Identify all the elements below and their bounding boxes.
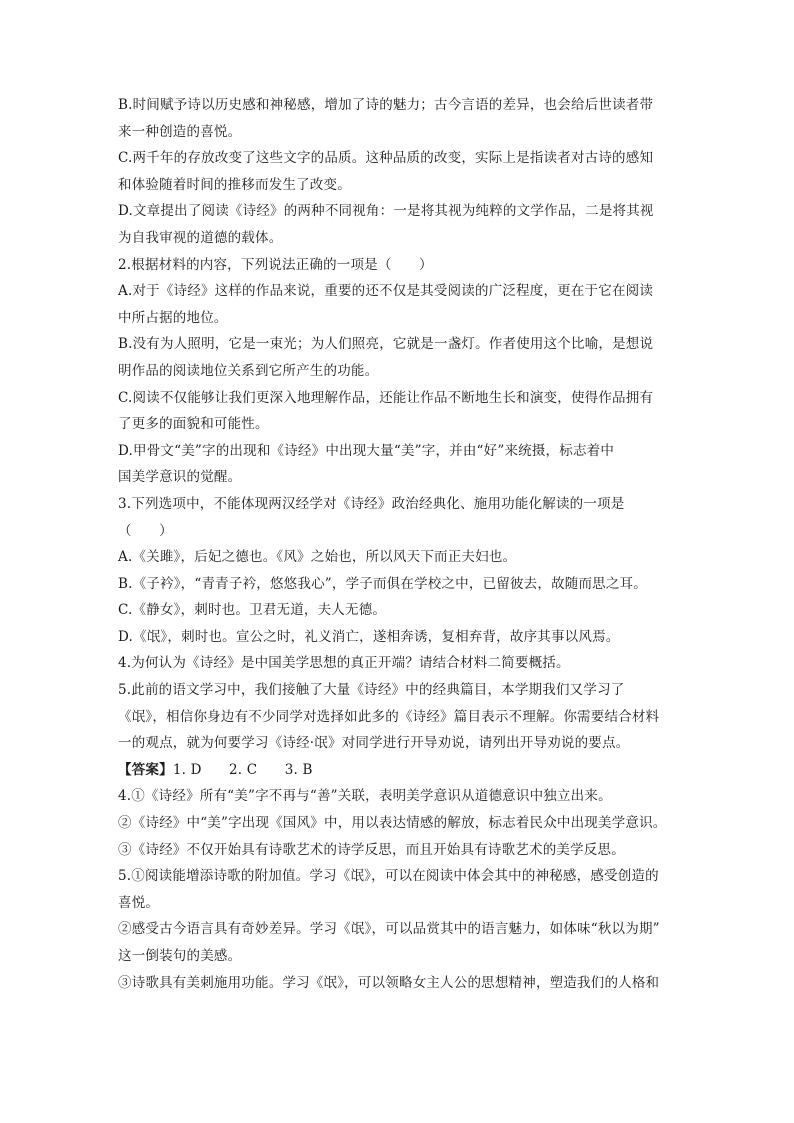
question-3: 3.下列选项中，不能体现两汉经学对《诗经》政治经典化、施用功能化解读的一项是 bbox=[118, 495, 625, 512]
answer-text-line: ②《诗经》中“美”字出现《国风》中，用以表达情感的解放，标志着民众中出现美学意识。 bbox=[118, 815, 667, 832]
answer-text-line: 这一倒装句的美感。 bbox=[118, 948, 242, 964]
text-line: 明作品的阅读地位关系到它所产生的功能。 bbox=[118, 362, 379, 379]
text-line: B.《子衿》，“青青子衿，悠悠我心”，学子而俱在学校之中，已留彼去，故随而思之耳。 bbox=[118, 575, 647, 592]
text-line: A.《关雎》，后妃之德也。《风》之始也，所以风天下而正夫妇也。 bbox=[118, 549, 517, 566]
question-2: 2.根据材料的内容，下列说法正确的一项是（ ） bbox=[118, 256, 433, 273]
text-line: D.《氓》，刺时也。宣公之时，礼义消亡，遂相奔诱，复相弃背，故序其事以风焉。 bbox=[118, 628, 620, 645]
text-line: C.两千年的存放改变了这些文字的品质。这种品质的改变，实际上是指读者对古诗的感知 bbox=[118, 150, 654, 167]
text-line: 国美学意识的觉醒。 bbox=[118, 469, 242, 486]
answer-text: 1. D 2. C 3. B bbox=[172, 761, 313, 778]
text-line: 了更多的面貌和可能性。 bbox=[118, 416, 269, 433]
question-4: 4.为何认为《诗经》是中国美学思想的真正开端？请结合材料二简要概括。 bbox=[118, 655, 570, 672]
answer-text-line: ③《诗经》不仅开始具有诗歌艺术的诗学反思，而且开始具有诗歌艺术的美学反思。 bbox=[118, 841, 625, 858]
text-line: A.对于《诗经》这样的作品来说，重要的还不仅是其受阅读的广泛程度，更在于它在阅读 bbox=[118, 283, 654, 300]
answer-line bbox=[118, 757, 683, 784]
text-line: B.没有为人照明，它是一束光；为人们照亮，它就是一盏灯。作者使用这个比喻，是想说 bbox=[118, 336, 654, 353]
answer-text-line: 5.①阅读能增添诗歌的附加值。学习《氓》，可以在阅读中体会其中的神秘感，感受创造的 bbox=[118, 868, 659, 885]
answer-text-line: 4.①《诗经》所有“美”字不再与“善”关联，表明美学意识从道德意识中独立出来。 bbox=[118, 788, 612, 805]
text-line: 《氓》，相信你身边有不少同学对选择如此多的《诗经》篇目表示不理解。你需要结合材料 bbox=[118, 708, 660, 725]
text-line: 为自我审视的道德的载体。 bbox=[118, 229, 283, 246]
text-line: （ ） bbox=[118, 522, 173, 539]
text-line: D.甲骨文“美”字的出现和《诗经》中出现大量“美”字，并由“好”来统摄，标志着中 bbox=[118, 442, 615, 459]
text-line: 中所占据的地位。 bbox=[118, 309, 228, 326]
text-line: 一的观点，就为何要学习《诗经·氓》对同学进行开导劝说，请列出开导劝说的要点。 bbox=[118, 735, 630, 752]
text-line: C.《静女》，刺时也。卫君无道，夫人无德。 bbox=[118, 602, 387, 619]
text-line: D.文章提出了阅读《诗经》的两种不同视角：一是将其视为纯粹的文学作品，二是将其视 bbox=[118, 203, 654, 220]
text-line: C.阅读不仅能够让我们更深入地理解作品，还能让作品不断地生长和演变，使得作品拥有 bbox=[118, 389, 654, 406]
answer-tag: 【答案】 bbox=[118, 761, 173, 778]
answer-text-line: ③诗歌具有美刺施用功能。学习《氓》，可以领略女主人公的思想精神，塑造我们的人格和 bbox=[118, 974, 660, 991]
answer-text-line: 喜悦。 bbox=[118, 894, 160, 911]
text-line: 和体验随着时间的推移而发生了改变。 bbox=[118, 176, 351, 193]
text-line: B.时间赋予诗以历史感和神秘感，增加了诗的魅力；古今言语的差异，也会给后世读者带 bbox=[118, 97, 654, 113]
text-line: 来一种创造的喜悦。 bbox=[118, 123, 242, 140]
question-5: 5.此前的语文学习中，我们接触了大量《诗经》中的经典篇目，本学期我们又学习了 bbox=[118, 682, 625, 699]
answer-text-line: ②感受古今语言具有奇妙差异。学习《氓》，可以品赏其中的语言魅力，如体味“秋以为期” bbox=[118, 921, 660, 938]
document-body bbox=[118, 92, 683, 996]
